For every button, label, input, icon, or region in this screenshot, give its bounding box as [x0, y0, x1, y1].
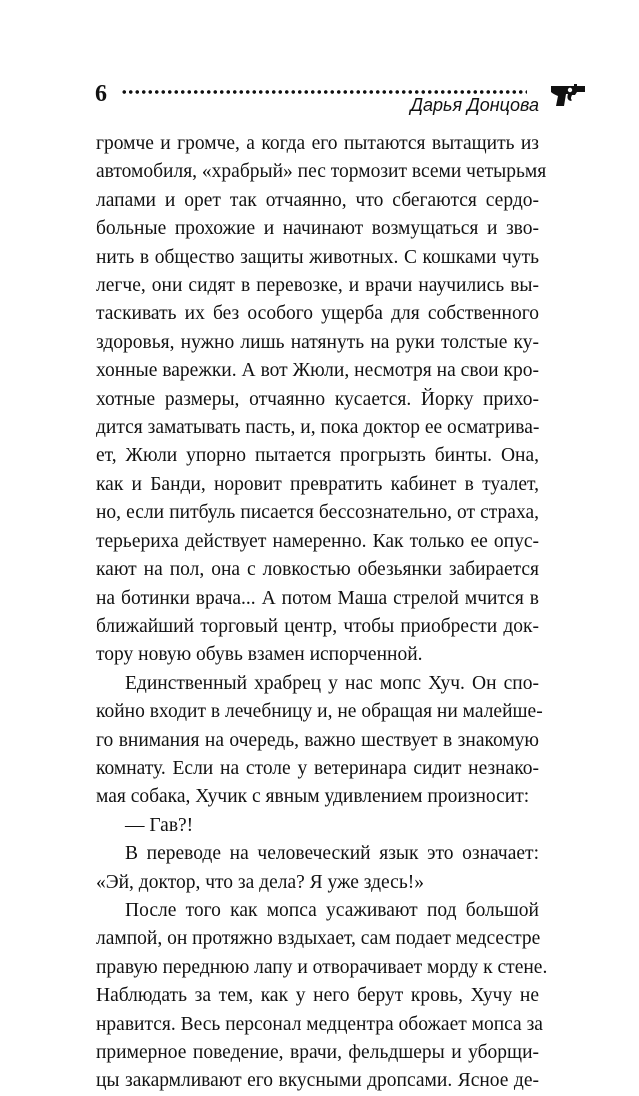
text-line: примерное поведение, врачи, фельдшеры и уборщи- — [96, 1042, 539, 1063]
text-line: хонные варежки. А вот Жюли, несмотря на свои кро- — [96, 360, 539, 382]
text-line: ет, Жюли упорно пытается прогрызть бинты. Она, — [96, 445, 539, 467]
text-line: громче и громче, а когда его пытаются вытащить из — [96, 133, 539, 154]
text-line: «Эй, доктор, что за дела? Я уже здесь!» — [96, 871, 424, 893]
text-line: мая собака, Хучик с явным удивлением произносит: — [96, 786, 530, 808]
text-line: терьериха действует намеренно. Как только ее опус- — [96, 530, 539, 552]
text-line: нить в общество защиты животных. С кошками чуть — [96, 246, 539, 268]
text-line: После того как мопса усаживают под большой — [125, 899, 539, 921]
text-line: Единственный храбрец у нас мопс Хуч. Он спо- — [125, 672, 539, 694]
text-line: легче, они сидят в перевозке, и врачи научились вы- — [96, 275, 539, 297]
text-line: го внимания на очередь, важно шествует в знакомую — [96, 729, 539, 751]
text-line: ближайший торговый центр, чтобы приобрести док- — [96, 615, 539, 637]
text-line: нравится. Весь персонал медцентра обожает мопса за — [96, 1013, 543, 1035]
text-line: лампой, он протяжно вздыхает, сам подает медсестре — [96, 928, 541, 950]
revolver-icon — [550, 82, 586, 108]
text-line: комнату. Если на столе у ветеринара сидит незнако- — [96, 757, 539, 779]
text-line: правую переднюю лапу и отворачивает морду к стене. — [96, 956, 548, 978]
text-line: дится заматывать пасть, и, пока доктор ее осматрива- — [96, 417, 540, 439]
text-line: лапами и орет так отчаянно, что сбегаются сердо- — [96, 189, 539, 211]
text-line: цы закармливают его вкусными дропсами. Ясное де- — [96, 1070, 539, 1092]
text-line: автомобиля, «храбрый» пес тормозит всеми четырьмя — [96, 161, 547, 183]
text-line: но, если питбуль писается бессознательно, от страха, — [96, 502, 539, 524]
text-line: тору новую обувь взамен испорченной. — [96, 644, 423, 666]
text-line: на ботинки врача... А потом Маша стрелой мчится в — [96, 587, 539, 609]
text-line: как и Банди, норовит превратить кабинет в туалет, — [96, 473, 539, 495]
text-line: больные прохожие и начинают возмущаться и зво- — [96, 218, 539, 240]
body-text — [96, 130, 548, 1096]
page-number: 6 — [95, 81, 107, 107]
text-line: кают на пол, она с ловкостью обезьянки забирается — [96, 559, 539, 581]
text-line: таскивать их без особого ущерба для собственного — [96, 303, 539, 325]
text-line: В переводе на человеческий язык это означает: — [125, 843, 539, 865]
running-head-author: Дарья Донцова — [410, 95, 539, 115]
text-line: хотные размеры, отчаянно кусается. Йорку прихо- — [96, 388, 539, 410]
text-line: койно входит в лечебницу и, не обращая ни малейше- — [96, 701, 543, 723]
text-line: Наблюдать за тем, как у него берут кровь, Хучу не — [96, 985, 539, 1007]
text-line: — Гав?! — [125, 814, 194, 836]
text-line: здоровья, нужно лишь натянуть на руки толстые ку- — [96, 331, 539, 353]
